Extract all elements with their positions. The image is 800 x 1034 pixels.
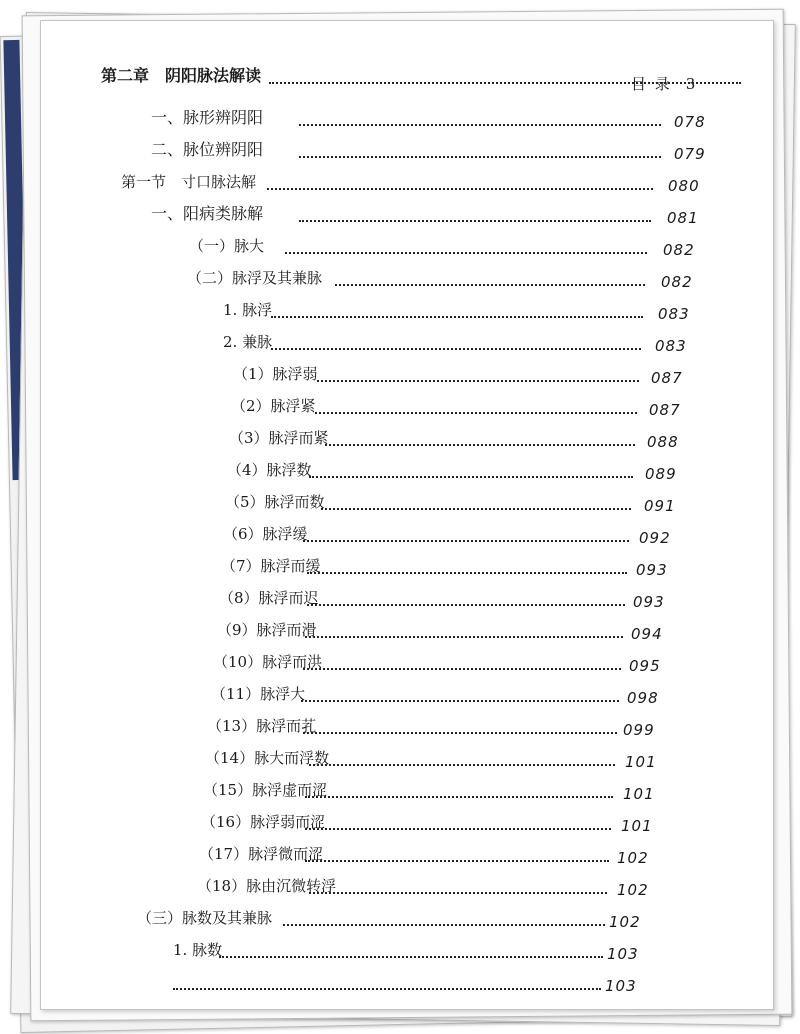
toc-leader-dots: [173, 988, 601, 990]
toc-entry-page-number: 102: [609, 913, 641, 931]
toc-entry[interactable]: [41, 65, 773, 91]
toc-entry-label: （2）脉浮紧: [231, 397, 316, 415]
toc-leader-dots: [307, 604, 625, 606]
toc-leader-dots: [219, 956, 603, 958]
toc-leader-dots: [321, 508, 631, 510]
toc-entry-page-number: 102: [617, 881, 649, 899]
toc-leader-dots: [325, 444, 635, 446]
toc-entry[interactable]: [41, 715, 773, 741]
toc-entry-page-number: 095: [629, 657, 661, 675]
toc-leader-dots: [283, 924, 605, 926]
toc-entry-page-number: 080: [668, 177, 700, 195]
toc-entry-label: （13）脉浮而芤: [207, 717, 317, 735]
toc-entry-label: （三）脉数及其兼脉: [137, 909, 273, 927]
toc-entry[interactable]: [41, 843, 773, 869]
toc-entry[interactable]: [41, 235, 773, 261]
toc-entry[interactable]: [41, 971, 773, 997]
toc-leader-dots: [303, 668, 621, 670]
toc-entry-label: （3）脉浮而紧: [229, 429, 329, 447]
toc-entry-label: （7）脉浮而缓: [221, 557, 321, 575]
toc-entry[interactable]: [41, 267, 773, 293]
toc-entry-page-number: 099: [623, 721, 655, 739]
toc-entry[interactable]: [41, 171, 773, 197]
toc-entry-label: 1. 脉数: [173, 941, 223, 959]
toc-entry-label: 二、脉位辨阴阳: [151, 140, 264, 159]
toc-entry-page-number: 101: [625, 753, 657, 771]
toc-entry-label: （一）脉大: [189, 237, 265, 255]
toc-entry[interactable]: [41, 523, 773, 549]
toc-entry[interactable]: [41, 203, 773, 229]
toc-entry-label: （5）脉浮而数: [225, 493, 325, 511]
toc-page: [40, 20, 774, 1010]
toc-entry-label: 一、脉形辨阴阳: [151, 108, 264, 127]
toc-entry-page-number: 088: [647, 433, 679, 451]
toc-entry-label: 第一节 寸口脉法解: [121, 173, 257, 191]
toc-leader-dots: [315, 412, 637, 414]
toc-leader-dots: [305, 828, 611, 830]
toc-entry[interactable]: [41, 651, 773, 677]
toc-entry-page-number: 098: [627, 689, 659, 707]
toc-entry-page-number: 089: [645, 465, 677, 483]
toc-entry-page-number: 081: [667, 209, 699, 227]
toc-leader-dots: [303, 540, 629, 542]
toc-entry-page-number: 093: [633, 593, 665, 611]
toc-entry-page-number: 087: [651, 369, 683, 387]
toc-entry[interactable]: [41, 875, 773, 901]
toc-leader-dots: [309, 892, 607, 894]
toc-entry-label: 一、阳病类脉解: [151, 204, 264, 223]
toc-leader-dots: [285, 252, 647, 254]
toc-entry[interactable]: [41, 139, 773, 165]
toc-entry-page-number: 079: [674, 145, 706, 163]
toc-entry-page-number: 082: [663, 241, 695, 259]
toc-entry[interactable]: [41, 555, 773, 581]
toc-leader-dots: [307, 572, 627, 574]
toc-entry[interactable]: [41, 395, 773, 421]
toc-leader-dots: [271, 348, 641, 350]
toc-entry[interactable]: [41, 459, 773, 485]
toc-leader-dots: [309, 476, 633, 478]
toc-entry[interactable]: [41, 107, 773, 133]
toc-entry-page-number: 103: [607, 945, 639, 963]
toc-entry-page-number: 092: [639, 529, 671, 547]
toc-entry-page-number: 101: [621, 817, 653, 835]
toc-entry-page-number: 094: [631, 625, 663, 643]
toc-leader-dots: [305, 636, 623, 638]
toc-entry[interactable]: [41, 363, 773, 389]
toc-entry-page-number: 103: [605, 977, 637, 995]
toc-entry-page-number: 083: [655, 337, 687, 355]
toc-leader-dots: [303, 732, 617, 734]
toc-entry[interactable]: [41, 331, 773, 357]
toc-leader-dots: [309, 764, 615, 766]
toc-entry-label: 1. 脉浮: [223, 301, 273, 319]
toc-leader-dots: [305, 860, 609, 862]
toc-entry[interactable]: [41, 779, 773, 805]
toc-entry-label: （16）脉浮弱而涩: [201, 813, 326, 831]
toc-entry[interactable]: [41, 299, 773, 325]
toc-entry-page-number: 083: [658, 305, 690, 323]
toc-leader-dots: [271, 316, 643, 318]
toc-leader-dots: [269, 82, 741, 84]
toc-leader-dots: [317, 380, 639, 382]
toc-entry[interactable]: [41, 619, 773, 645]
toc-entry-label: （二）脉浮及其兼脉: [187, 269, 323, 287]
toc-entry-page-number: 101: [623, 785, 655, 803]
toc-entry-label: （14）脉大而浮数: [205, 749, 330, 767]
toc-entry[interactable]: [41, 683, 773, 709]
toc-entry-page-number: 102: [617, 849, 649, 867]
header-title: 目 录: [631, 75, 672, 93]
toc-entry-label: （15）脉浮虚而涩: [203, 781, 328, 799]
toc-leader-dots: [299, 124, 661, 126]
toc-entry[interactable]: [41, 939, 773, 965]
toc-entry-label: （1）脉浮弱: [233, 365, 318, 383]
toc-entry-label: 2. 兼脉: [223, 333, 273, 351]
toc-entry-label: （18）脉由沉微转浮: [197, 877, 337, 895]
toc-leader-dots: [335, 284, 645, 286]
toc-entry-page-number: 082: [661, 273, 693, 291]
toc-entry-label: （6）脉浮缓: [223, 525, 308, 543]
toc-entry-label: （4）脉浮数: [227, 461, 312, 479]
toc-entry[interactable]: [41, 907, 773, 933]
header-page-number: 3: [685, 75, 696, 93]
toc-entry-label: （17）脉浮微而涩: [199, 845, 324, 863]
toc-entry-label: 第二章 阴阳脉法解读: [101, 66, 262, 85]
toc-entry-label: （9）脉浮而滑: [217, 621, 317, 639]
toc-entry[interactable]: [41, 491, 773, 517]
toc-leader-dots: [299, 220, 651, 222]
toc-entry-page-number: 087: [649, 401, 681, 419]
toc-leader-dots: [267, 188, 653, 190]
toc-entry[interactable]: [41, 587, 773, 613]
toc-entry[interactable]: [41, 747, 773, 773]
toc-leader-dots: [301, 700, 619, 702]
toc-entry-label: （8）脉浮而迟: [219, 589, 319, 607]
toc-entry-page-number: 091: [644, 497, 676, 515]
toc-leader-dots: [299, 156, 661, 158]
toc-entry-page-number: 078: [674, 113, 706, 131]
toc-entry[interactable]: [41, 811, 773, 837]
toc-entry[interactable]: [41, 427, 773, 453]
toc-leader-dots: [305, 796, 613, 798]
toc-entry-page-number: 093: [636, 561, 668, 579]
toc-entry-label: （11）脉浮大: [211, 685, 306, 703]
toc-entry-label: （10）脉浮而洪: [213, 653, 323, 671]
